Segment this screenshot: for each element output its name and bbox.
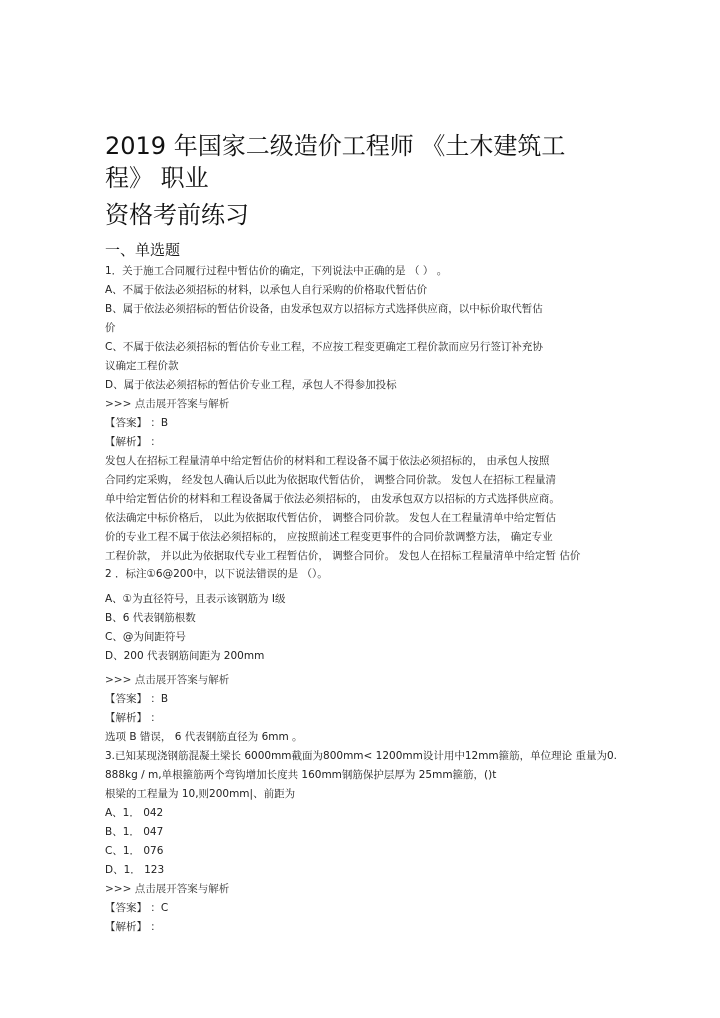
- q2-option-a: A、①为直径符号，且表示该钢筋为 Ⅰ级: [105, 593, 286, 605]
- q1-explanation-line-2: 合同约定采购， 经发包人确认后以此为依据取代暂估价， 调整合同价款。 发包人在招标工程量清: [105, 474, 557, 486]
- q3-reveal-link[interactable]: >>> 点击展开答案与解析: [105, 883, 230, 895]
- q1-option-c-line-2: 议确定工程价款: [105, 360, 179, 372]
- q3-analysis-label: 【解析】 ：: [105, 921, 161, 933]
- q2-analysis-label: 【解析】 ：: [105, 712, 161, 724]
- q1-stem: 1．关于施工合同履行过程中暂估价的确定，下列说法中正确的是 （ ） 。: [105, 265, 448, 277]
- q1-option-d: D、属于依法必须招标的暂估价专业工程，承包人不得参加投标: [105, 379, 397, 391]
- q3-stem-line-3: 根梁的工程量为 10,则200mm|、前距为: [105, 788, 296, 800]
- q2-option-c: C、@为间距符号: [105, 631, 186, 643]
- q1-explanation-line-1: 发包人在招标工程量清单中给定暂估价的材料和工程设备不属于依法必须招标的， 由承包人按照: [105, 455, 550, 467]
- q3-answer: 【答案】 ：C: [105, 902, 169, 914]
- q1-reveal-link[interactable]: >>> 点击展开答案与解析: [105, 398, 230, 410]
- q1-explanation-line-4: 依法确定中标价格后， 以此为依据取代暂估价， 调整合同价款。 发包人在工程量清单中给定暂估: [105, 512, 557, 524]
- q3-stem-line-2: 888kg / m,单根箍筋两个弯钩增加长度共 160mm钢筋保护层厚为 25mm箍筋，()t: [105, 769, 497, 781]
- q1-option-c-line-1: C、不属于依法必须招标的暂估价专业工程，不应按工程变更确定工程价款而应另行签订补充协: [105, 341, 543, 353]
- doc-title-line-1: 2019 年国家二级造价工程师 《土木建筑工: [105, 132, 566, 160]
- q2-stem: 2 ．标注①6@200中，以下说法错误的是 （）。: [105, 568, 328, 580]
- q1-explanation-line-5: 价的专业工程不属于依法必须招标的， 应按照前述工程变更事件的合同价款调整方法， 确定专业: [105, 531, 553, 543]
- q1-explanation-line-3: 单中给定暂估价的材料和工程设备属于依法必须招标的， 由发承包双方以招标的方式选择供应商。: [105, 493, 560, 505]
- q2-option-b: B、6 代表钢筋根数: [105, 612, 196, 624]
- q2-option-d: D、200 代表钢筋间距为 200mm: [105, 650, 265, 662]
- q3-stem-line-1: 3.已知某现浇钢筋混凝土梁长 6000mm截面为800mm< 1200mm设计用中12mm箍筋，单位理论 重量为0.: [105, 750, 618, 762]
- q2-answer: 【答案】 ：B: [105, 693, 169, 705]
- q1-explanation-line-6: 工程价款， 并以此为依据取代专业工程暂估价， 调整合同价。 发包人在招标工程量清单中给定暂 估价: [105, 550, 581, 562]
- q3-option-b: B、1． 047: [105, 826, 164, 838]
- q1-analysis-label: 【解析】 ：: [105, 436, 161, 448]
- q3-option-d: D、1． 123: [105, 864, 165, 876]
- q1-answer: 【答案】 ：B: [105, 417, 169, 429]
- section-heading: 一、单选题: [105, 241, 181, 259]
- q2-reveal-link[interactable]: >>> 点击展开答案与解析: [105, 674, 230, 686]
- doc-title-line-3: 资格考前练习: [105, 201, 249, 229]
- q2-explanation-line-1: 选项 B 错误， 6 代表钢筋直径为 6mm 。: [105, 731, 303, 743]
- q3-option-c: C、1． 076: [105, 845, 164, 857]
- q1-option-a: A、不属于依法必须招标的材料，以承包人自行采购的价格取代暂估价: [105, 284, 428, 296]
- q1-option-b-line-2: 价: [105, 322, 116, 334]
- doc-title-line-2: 程》 职业: [105, 164, 209, 192]
- q3-option-a: A、1． 042: [105, 807, 164, 819]
- q1-option-b-line-1: B、属于依法必须招标的暂估价设备，由发承包双方以招标方式选择供应商，以中标价取代暂估: [105, 303, 543, 315]
